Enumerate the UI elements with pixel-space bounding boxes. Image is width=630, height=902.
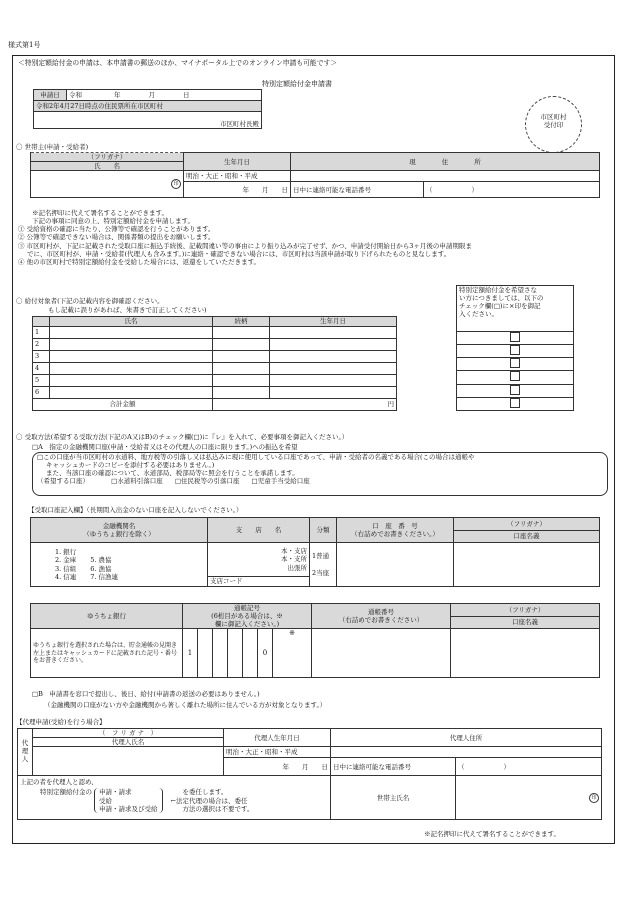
bank-table	[30, 517, 600, 587]
seal-icon: 印	[171, 179, 181, 189]
yucho-number-field[interactable]	[312, 629, 451, 678]
child-allowance-account-option[interactable]: □児童手当受給口座	[251, 477, 310, 486]
recipient-row[interactable]: 3	[33, 351, 397, 363]
option-b-label[interactable]: □B 申請書を窓口で提出し、後日、給付(申請書の返送の必要はありません。)	[32, 690, 260, 698]
optout-checkbox[interactable]	[510, 332, 520, 342]
form-title: 特別定額給付金申請書	[262, 80, 332, 88]
branch-field[interactable]: 本・支店 本・支所 出張所	[208, 543, 310, 577]
applicant-phone-label: 日中に連絡可能な電話番号	[291, 182, 424, 198]
bank-heading: 【受取口座記入欄】（長期間入出金のない口座を記入しないでください。）	[28, 506, 243, 514]
applicant-name-field[interactable]	[31, 171, 184, 198]
recipients-sub-label: もし記載に誤りがあれば、朱書きで訂正してください)	[48, 306, 207, 314]
applicant-table	[30, 152, 600, 198]
date-field[interactable]: 令和 年 月 日	[67, 90, 262, 101]
proxy-birth-field[interactable]: 年 月 日	[224, 758, 331, 776]
branch-code-field[interactable]: 支店コード	[208, 577, 310, 587]
proxy-side-label: 代 理 人	[18, 729, 33, 776]
applicant-phone-field[interactable]: （ ）	[424, 182, 600, 198]
yucho-number-header: 通帳番号 （右詰めでお書きください）	[312, 604, 451, 629]
option-a-label[interactable]: □A 指定の金融機関口座(申請・受給者又はその代理人の口座に限ります。)への振込を希望	[32, 443, 298, 451]
option-a-notes: □この口座が当市区町村の水道料、地方税等の引落し又は払込みに現に使用している口座であって、申請・受給者の名義である場合(この場合は通帳や キャッシュカードのコピーを添付する必要はありません。) また、当該口座の確認について、水道部局、税部局等に照会を行うことを承諾します。 （希望する口座） □水道料引落口座 □住民税等の引落口座 □児童手当受給口座	[37, 453, 475, 486]
recipient-row[interactable]: 4	[33, 363, 397, 375]
optout-table	[456, 285, 574, 411]
account-type-field[interactable]: 1普通 2当座	[310, 543, 337, 587]
optout-instructions: 特別定額給付金を希望さな い方につきましては、以下の チェック欄(□)に×印を御記 入ください。	[457, 286, 574, 332]
account-number-header: 口 座 番 号 （右詰めでお書きください。）	[337, 518, 454, 543]
branch-header: 支 店 名	[208, 518, 310, 543]
proxy-address-field[interactable]	[331, 747, 602, 758]
proxy-name-label: 代理人氏名	[33, 738, 224, 747]
yucho-table	[30, 603, 600, 678]
holder-header: 口座名義	[454, 531, 600, 543]
proxy-phone-label: 日中に連絡可能な電話番号	[331, 758, 456, 776]
optout-checkbox[interactable]	[510, 371, 520, 381]
application-date-table	[33, 89, 262, 129]
applicant-birth-field[interactable]: 年 月 日	[184, 182, 291, 198]
holder-furigana-header: （フリガナ）	[454, 518, 600, 531]
recipient-row[interactable]: 1	[33, 327, 397, 339]
residence-note: 令和2年4月27日時点の住民票所在市区町村	[34, 101, 262, 112]
terms-block: ※記名押印に代えて署名することができます。 下記の事項に同意の上、特別定額給付金を申請します。 ① 受給資格の確認に当たり、公簿等で確認を行うことがあります。 ② 公簿等で確認できない場合は、関係書類の提出をお願いします。 ③ 市区町村が、下記に記載された受取口座に振込手続後、記載間違い等の事由により振り込みが完了せず、かつ、申請受付開始日から3ヶ月後の申請期限ま でに、市区町村が、申請・受給者(代理人も含みます。)に連絡・確認できない場合には、市区町村は当該申請が取り下げられたものと見なします。 ④ 他の市区町村で特別定額給付金を受給した場合には、返還をしていただきます。	[18, 209, 472, 266]
holder-field[interactable]	[454, 543, 600, 587]
col-birth: 生年月日	[270, 317, 397, 327]
account-number-field[interactable]	[337, 543, 454, 587]
date-label: 申請日	[34, 90, 67, 101]
yucho-furigana-header: （フリガナ）	[451, 604, 600, 617]
bank-name-header: 金融機関名 （ゆうちょ銀行を除く）	[31, 518, 208, 543]
applicant-section-label: 〇 世帯主(申請・受給者)	[16, 143, 89, 151]
online-notice: ＜特別定額給付金の申請は、本申請書の郵送のほか、マイナポータル上でのオンライン申請も可能です＞	[18, 59, 338, 67]
optout-checkbox[interactable]	[510, 358, 520, 368]
total-field[interactable]: 円	[213, 399, 397, 411]
applicant-era-field[interactable]: 明治・大正・昭和・平成	[184, 171, 291, 182]
yucho-code-field[interactable]: 1 0 ※	[183, 629, 312, 678]
col-name: 氏名	[50, 317, 213, 327]
proxy-heading: 【代理申請(受給)を行う場合】	[16, 718, 106, 726]
addressee: 市区町村長殿	[34, 112, 262, 129]
applicant-address-field[interactable]	[291, 171, 600, 182]
receipt-section-label: 〇 受取方法(希望する受取方法(下記のA又はB)のチェック欄(□)に『レ』を入れて、必要事項を御記入ください。）	[16, 433, 349, 441]
proxy-furigana-label: （ フ リ ガ ナ ）	[33, 729, 224, 738]
delegation-choices[interactable]: 申請・請求 受給 申請・請求及び受給	[94, 788, 163, 812]
recipient-row[interactable]: 6	[33, 387, 397, 399]
seal-icon: 印	[589, 793, 599, 803]
head-name-field[interactable]	[456, 776, 602, 820]
proxy-era-field[interactable]: 明治・大正・昭和・平成	[224, 747, 331, 758]
optout-checkbox[interactable]	[510, 385, 520, 395]
yucho-code-header: 通帳記号 (6桁目がある場合は、※ 欄に御記入ください。)	[183, 604, 312, 629]
water-account-option[interactable]: □水道料引落口座	[111, 477, 163, 486]
reception-stamp-area: 市区町村 受付印	[525, 96, 582, 153]
proxy-name-field[interactable]	[33, 747, 224, 776]
total-label: 合計金額	[33, 399, 213, 411]
col-relation: 続柄	[213, 317, 270, 327]
bank-type-field[interactable]: 1. 銀行 2. 金庫 5. 農協 3. 信組 6. 漁協 4. 信連 7. 信漁連	[31, 543, 208, 587]
proxy-phone-field[interactable]: （ ）	[456, 758, 602, 776]
recipients-table	[32, 316, 397, 411]
yucho-holder-header: 口座名義	[451, 616, 600, 629]
form-number: 様式第1号	[8, 41, 41, 49]
delegation-block: 上記の者を代理人と認め、 特別定額給付金の 申請・請求 受給 申請・請求及び受給 を委任します。 ←法定代理の場合は、委任 方法の選択は不要です。	[18, 776, 331, 820]
applicant-address-label: 現 住 所	[291, 153, 600, 171]
recipient-row[interactable]: 2	[33, 339, 397, 351]
yucho-holder-field[interactable]	[451, 629, 600, 678]
applicant-birth-label: 生年月日	[184, 153, 291, 171]
yucho-note: ゆうちょ銀行を選択された場合は、貯金通帳の見開き左上またはキャッシュカードに記載された記号・番号をお書きください。	[31, 629, 183, 678]
option-b-note: （金融機関の口座がない方や金融機関から著しく離れた場所に住んでいる方が対象となります。）	[44, 701, 327, 709]
head-name-label: 世帯主氏名	[331, 776, 456, 820]
recipient-row[interactable]: 5	[33, 375, 397, 387]
optout-checkbox[interactable]	[510, 398, 520, 408]
tax-account-option[interactable]: □住民税等の引落口座	[174, 477, 240, 486]
applicant-furigana-label: （フリガナ）	[31, 153, 184, 162]
applicant-name-label: 氏 名	[31, 162, 184, 171]
yucho-header: ゆうちょ銀行	[31, 604, 183, 629]
type-header: 分類	[310, 518, 337, 543]
proxy-birth-label: 代理人生年月日	[224, 729, 331, 747]
optout-checkbox[interactable]	[510, 345, 520, 355]
recipients-section-label: 〇 給付対象者(下記の記載内容を御確認ください。	[16, 297, 164, 305]
proxy-table	[17, 728, 602, 820]
proxy-address-label: 代理人住所	[331, 729, 602, 747]
proxy-footer-note: ※記名押印に代えて署名することができます。	[424, 830, 560, 838]
